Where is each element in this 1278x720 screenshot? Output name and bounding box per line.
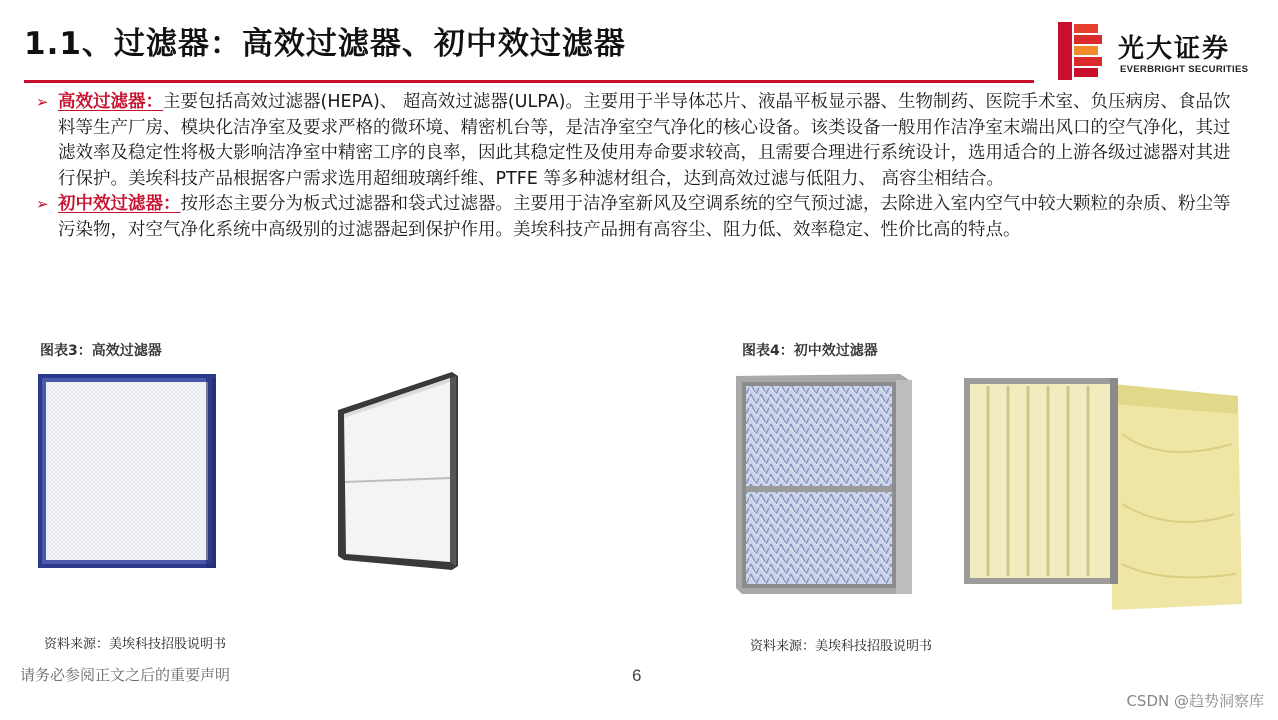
brand-mark-icon [1058,22,1104,80]
brand-name-en: EVERBRIGHT SECURITIES [1120,64,1249,75]
arrow-right-icon: ➢ [36,93,49,111]
bullet-text: 主要包括高效过滤器(HEPA)、 超高效过滤器(ULPA)。主要用于半导体芯片、液晶平板显示器、生物制药、医院手术室、负压病房、食品饮料等生产厂房、模块化洁净室及要求严格的微环境、精密机台等，是洁净室空气净化的核心设备。该类设备一般用作洁净室末端出风口的空气净化，其过滤效率及稳定性将极大影响洁净室中精密工序的良率，因此其稳定性及使用寿命要求较高，且需要合理进行系统设计，选用适合的上游各级过滤器对其进行保护。美埃科技产品根据客户需求选用超细玻璃纤维、PTFE 等多种滤材组合，达到高效过滤与低阻力、 高容尘相结合。 [58,92,1231,189]
panel-filter-image [736,374,912,596]
hepa-filter-image [36,372,222,572]
figure-source: 资料来源：美埃科技招股说明书 [44,637,227,652]
figure-source: 资料来源：美埃科技招股说明书 [750,639,933,654]
title-divider [24,80,1034,83]
page-number: 6 [632,666,642,685]
bag-filter-image [962,374,1244,612]
bullet-hepa [36,90,1236,192]
bullet-list [36,90,1236,243]
page-title: 1.1、过滤器：高效过滤器、初中效过滤器 [24,26,626,62]
arrow-right-icon: ➢ [36,195,49,213]
brand-name-cn: 光大证券 [1118,34,1231,64]
bullet-primary-medium [36,192,1236,243]
figure-caption: 图表3：高效过滤器 [40,343,162,359]
disclaimer-note: 请务必参阅正文之后的重要声明 [20,666,231,684]
brand-logo [1058,22,1268,80]
bullet-key: 初中效过滤器： [58,194,181,214]
watermark: CSDN @趋势洞察库 [1126,692,1264,710]
bullet-text: 按形态主要分为板式过滤器和袋式过滤器。主要用于洁净室新风及空调系统的空气预过滤，去除进入室内空气中较大颗粒的杂质、粉尘等污染物，对空气净化系统中高级别的过滤器起到保护作用。美埃科技产品拥有高容尘、阻力低、效率稳定、性价比高的特点。 [58,194,1231,240]
figure-caption: 图表4：初中效过滤器 [742,343,878,359]
hepa-frame-filter-image [336,370,460,570]
bullet-key: 高效过滤器： [58,92,163,112]
